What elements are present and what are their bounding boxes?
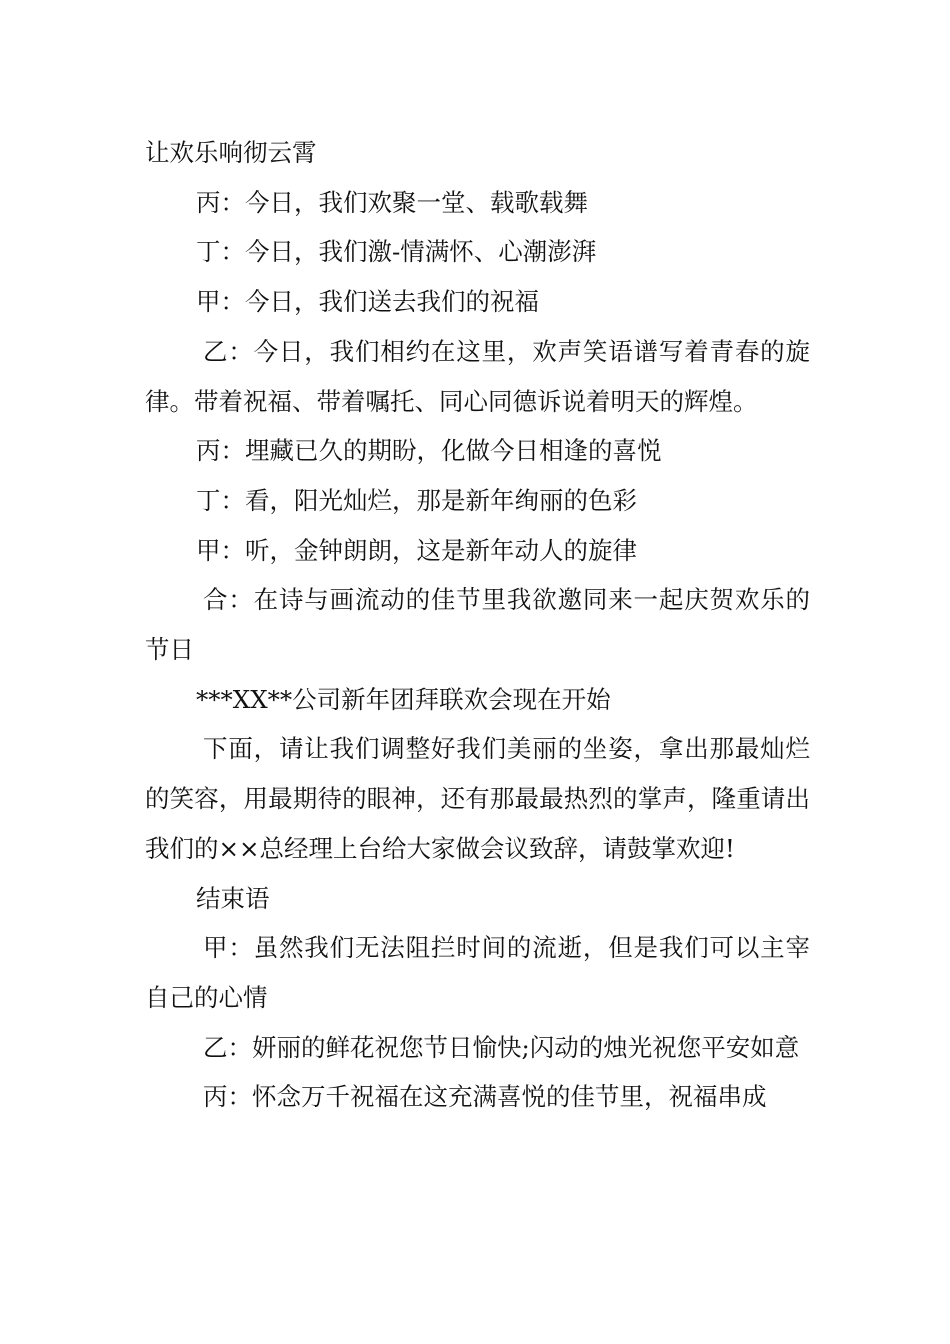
paragraph-opening-announcement: ***XX**公司新年团拜联欢会现在开始 — [196, 684, 611, 714]
paragraph-yi-line: 乙：妍丽的鲜花祝您节日愉快;闪动的烛光祝您平安如意 — [203, 1032, 800, 1062]
paragraph-bing-line: 丙：埋藏已久的期盼，化做今日相逢的喜悦 — [196, 436, 662, 466]
paragraph-ding-line: 丁：看，阳光灿烂，那是新年绚丽的色彩 — [196, 485, 637, 515]
section-heading-closing: 结束语 — [196, 883, 270, 913]
document-body — [145, 128, 810, 1122]
paragraph-jia-line: 甲：今日，我们送去我们的祝福 — [196, 287, 539, 317]
paragraph-yi-line: 乙：今日，我们相约在这里，欢声笑语谱写着青春的旋律。带着祝福、带着嘱托、同心同德诉说着明天的辉煌。 — [145, 336, 810, 416]
paragraph-bing-line: 丙：今日，我们欢聚一堂、载歌载舞 — [196, 187, 588, 217]
paragraph-speech-invitation: 下面，请让我们调整好我们美丽的坐姿，拿出那最灿烂的笑容，用最期待的眼神，还有那最最热烈的掌声，隆重请出我们的××总经理上台给大家做会议致辞，请鼓掌欢迎! — [145, 734, 810, 863]
paragraph-continuation: 让欢乐响彻云霄 — [145, 138, 317, 167]
paragraph-jia-line: 甲：虽然我们无法阻拦时间的流逝，但是我们可以主宰自己的心情 — [145, 933, 810, 1012]
paragraph-bing-line: 丙：怀念万千祝福在这充满喜悦的佳节里，祝福串成 — [203, 1082, 767, 1112]
paragraph-jia-line: 甲：听，金钟朗朗，这是新年动人的旋律 — [196, 535, 637, 565]
paragraph-ding-line: 丁：今日，我们激-情满怀、心潮澎湃 — [196, 237, 597, 267]
paragraph-he-line: 合：在诗与画流动的佳节里我欲邀同来一起庆贺欢乐的节日 — [145, 585, 810, 665]
